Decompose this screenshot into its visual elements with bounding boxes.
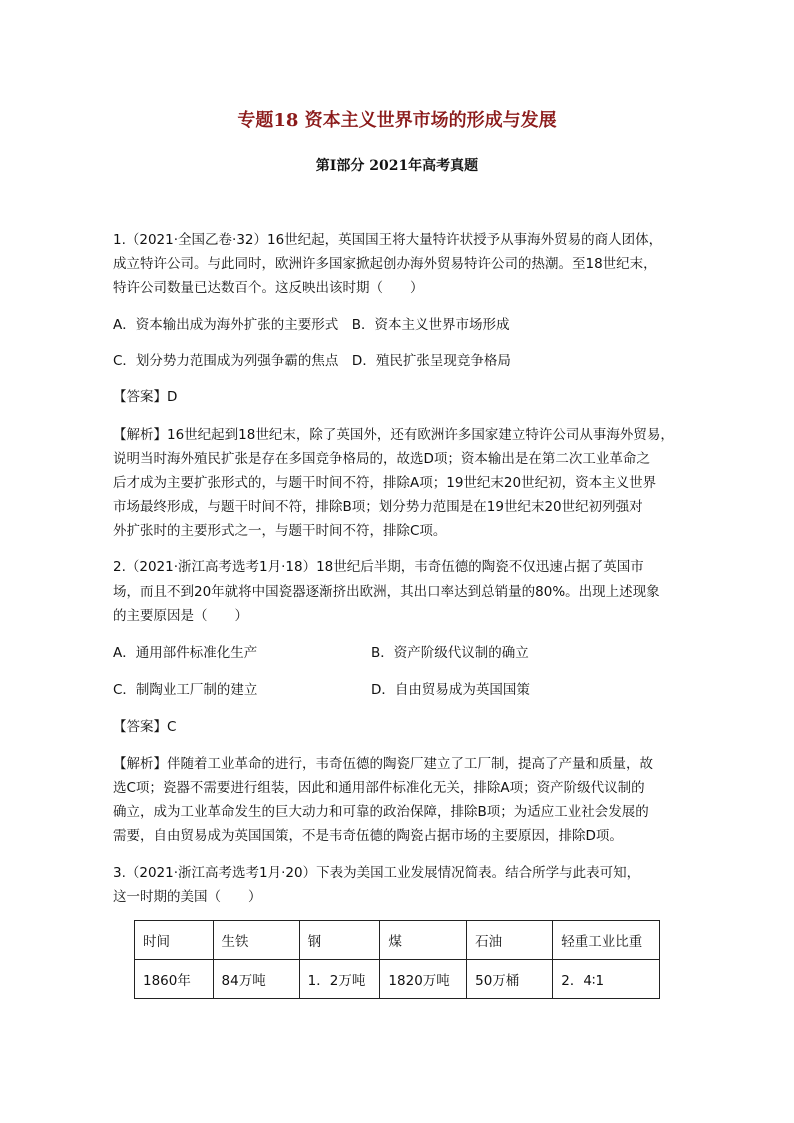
- q2-stem-line: 场，而且不到20年就将中国瓷器逐渐挤出欧洲，其出口率达到总销量的80%。出现上述现象: [113, 584, 660, 600]
- section-subtitle: 第Ⅰ部分 2021年高考真题: [315, 158, 479, 174]
- q1-options-line: A．资本输出成为海外扩张的主要形式 B．资本主义世界市场形成: [113, 317, 510, 333]
- q1-stem-line: 特许公司数量已达数百个。这反映出该时期（ ）: [113, 280, 424, 296]
- q2-option-c: C．制陶业工厂制的建立: [113, 682, 258, 698]
- q2-option-a: A．通用部件标准化生产: [113, 645, 258, 661]
- q1-analysis-line: 外扩张时的主要形式之一，与题干时间不符，排除C项。: [113, 523, 447, 539]
- table-cell: 50万桶: [467, 960, 553, 999]
- industry-table: [134, 920, 660, 999]
- table-header-cell: 钢: [299, 921, 380, 960]
- table-header-cell: 石油: [467, 921, 553, 960]
- table-row: [135, 960, 660, 999]
- q2-answer: 【答案】C: [113, 719, 177, 735]
- q2-analysis-line: 【解析】伴随着工业革命的进行，韦奇伍德的陶瓷厂建立了工厂制，提高了产量和质量，故: [113, 756, 653, 772]
- table-header-cell: 煤: [380, 921, 467, 960]
- q3-stem-line: 3.（2021·浙江高考选考1月·20）下表为美国工业发展情况简表。结合所学与此表可知，: [113, 865, 641, 881]
- q1-analysis-line: 说明当时海外殖民扩张是存在多国竞争格局的，故选D项；资本输出是在第二次工业革命之: [113, 451, 650, 467]
- q2-analysis-line: 需要，自由贸易成为英国国策，不是韦奇伍德的陶瓷占据市场的主要原因，排除D项。: [113, 828, 623, 844]
- q1-stem-line: 成立特许公司。与此同时，欧洲许多国家掀起创办海外贸易特许公司的热潮。至18世纪末，: [113, 256, 657, 272]
- q2-stem-line: 2.（2021·浙江高考选考1月·18）18世纪后半期，韦奇伍德的陶瓷不仅迅速占据了英国市: [113, 559, 644, 575]
- q1-analysis-line: 后才成为主要扩张形式的，与题干时间不符，排除A项；19世纪末20世纪初，资本主义世界: [113, 475, 657, 491]
- q2-analysis-line: 确立，成为工业革命发生的巨大动力和可靠的政治保障，排除B项；为适应工业社会发展的: [113, 804, 649, 820]
- table-cell: 1820万吨: [380, 960, 467, 999]
- page-title: 专题18 资本主义世界市场的形成与发展: [237, 110, 557, 131]
- q1-stem-line: 1.（2021·全国乙卷·32）16世纪起，英国国王将大量特许状授予从事海外贸易的商人团体，: [113, 232, 663, 248]
- table-cell: 1860年: [135, 960, 214, 999]
- q2-analysis-line: 选C项；瓷器不需要进行组装，因此和通用部件标准化无关，排除A项；资产阶级代议制的: [113, 780, 645, 796]
- table-header-cell: 轻重工业比重: [553, 921, 660, 960]
- table-header-cell: 时间: [135, 921, 214, 960]
- q1-options-line: C．划分势力范围成为列强争霸的焦点 D．殖民扩张呈现竞争格局: [113, 353, 511, 369]
- q1-analysis-line: 【解析】16世纪起到18世纪末，除了英国外，还有欧洲许多国家建立特许公司从事海外贸易，: [113, 427, 674, 443]
- table-header-row: [135, 921, 660, 960]
- q2-option-d: D．自由贸易成为英国国策: [371, 682, 530, 698]
- q2-option-b: B．资产阶级代议制的确立: [371, 645, 529, 661]
- q1-analysis-line: 市场最终形成，与题干时间不符，排除B项；划分势力范围是在19世纪末20世纪初列强对: [113, 499, 643, 515]
- q2-stem-line: 的主要原因是（ ）: [113, 608, 248, 624]
- q3-stem-line: 这一时期的美国（ ）: [113, 889, 262, 905]
- q1-answer: 【答案】D: [113, 389, 178, 405]
- table-header-cell: 生铁: [213, 921, 299, 960]
- table-cell: 84万吨: [213, 960, 299, 999]
- table-cell: 1．2万吨: [299, 960, 380, 999]
- table-cell: 2．4∶1: [553, 960, 660, 999]
